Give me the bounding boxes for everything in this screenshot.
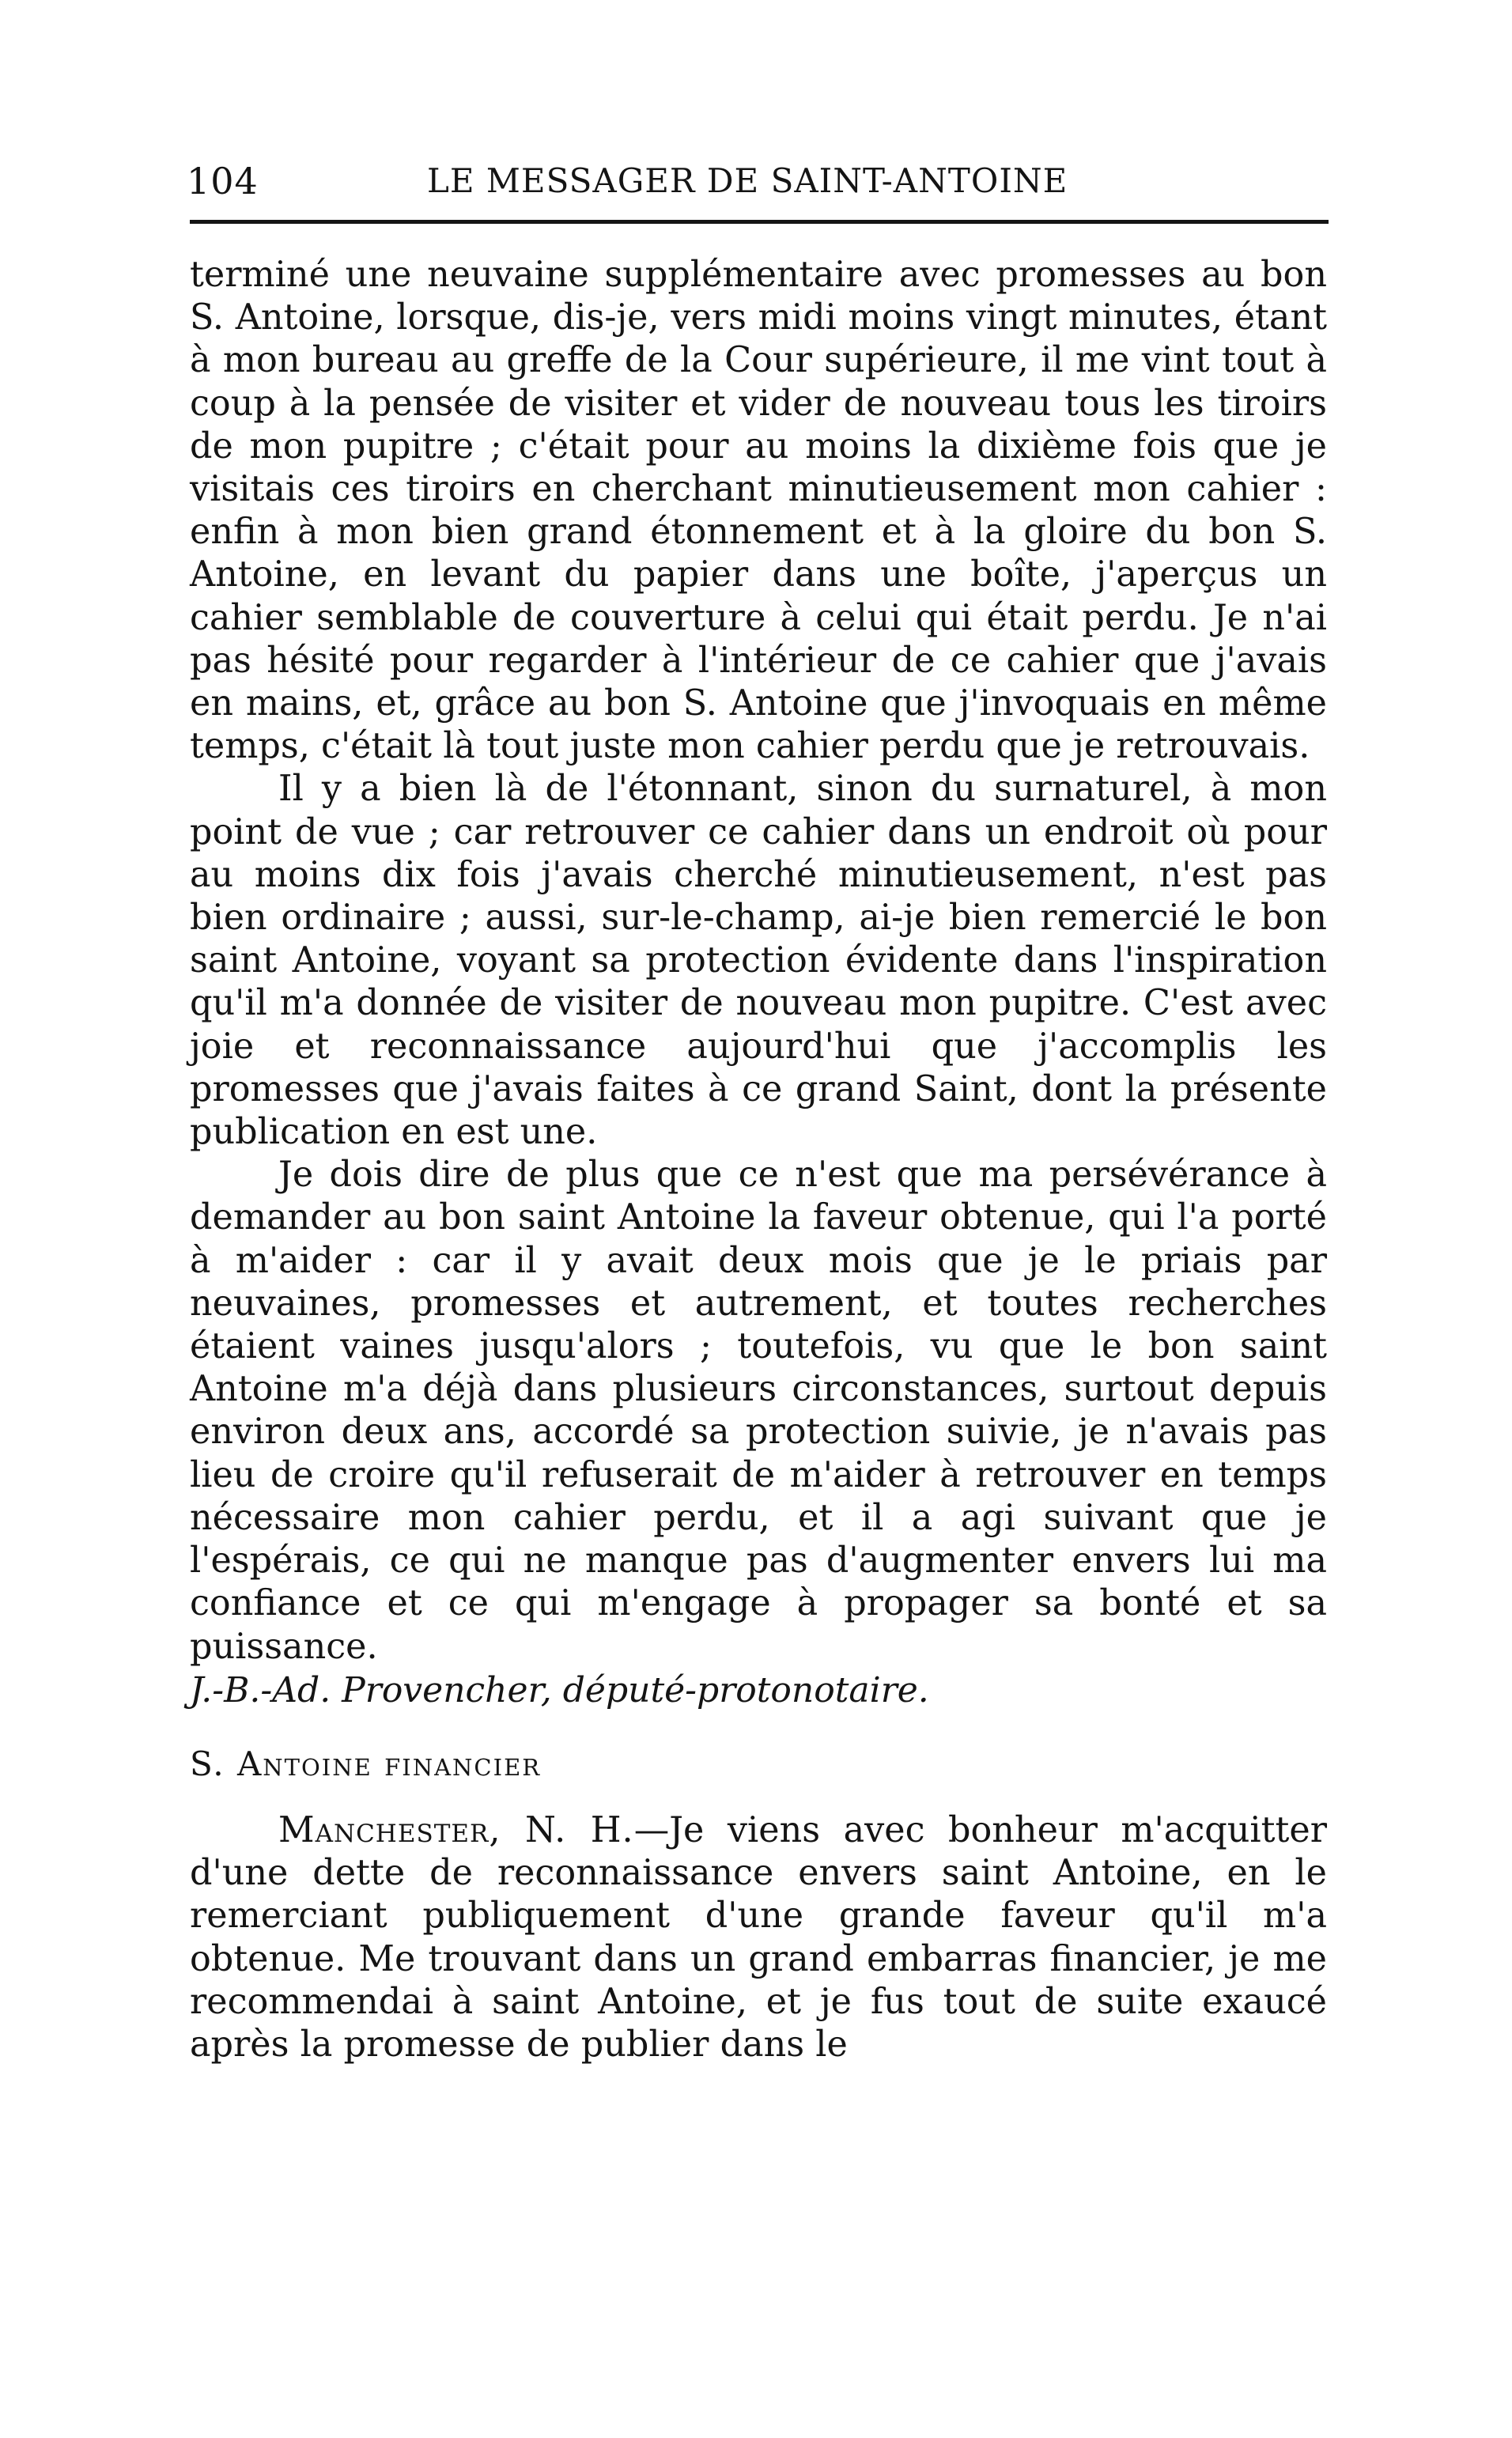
place-name: Manchester, N. H. (278, 1809, 634, 1850)
page-header (187, 150, 1327, 206)
paragraph: Il y a bien là de l'étonnant, sinon du surnaturel, à mon point de vue ; car retrouver ce cahier dans un endroit où pour au moins dix fois j'avais cherché minutieusement, n'est pas bien ordinaire ; aussi, sur-le-champ, ai-je bien remercié le bon saint Antoine, voyant sa protection évidente dans l'inspiration qu'il m'a donnée de visiter de nouveau mon pupitre. C'est avec joie et reconnaissance aujourd'hui que j'accomplis les promesses que j'avais faites à ce grand Saint, dont la présente publication en est une. (190, 769, 1327, 1153)
body-text (190, 254, 1327, 2066)
header-rule (190, 220, 1329, 224)
section-heading: S. Antoine financier (190, 1744, 542, 1783)
page-number: 104 (187, 160, 259, 202)
paragraph-text: —Je viens avec bonheur m'acquitter d'une dette de reconnaissance envers saint Antoine, en le remerciant publiquement d'une grande faveur qu'il m'a obtenue. Me trouvant dans un grand embarras financier, je me recommendai à saint Antoine, et je fus tout de suite exaucé après la promesse de publier dans le (190, 1809, 1327, 2065)
paragraph (190, 1809, 1327, 2066)
book-page (187, 150, 1327, 2066)
running-title: LE MESSAGER DE SAINT-ANTOINE (427, 161, 1068, 200)
paragraph: Je dois dire de plus que ce n'est que ma persévérance à demander au bon saint Antoine la faveur obtenue, qui l'a porté à m'aider : car il y avait deux mois que je le priais par neuvaines, promesses et autrement, et toutes recherches étaient vaines jusqu'alors ; toutefois, vu que le bon saint Antoine m'a déjà dans plusieurs circonstances, surtout depuis environ deux ans, accordé sa protection suivie, je n'avais pas lieu de croire qu'il refuserait de m'aider à retrouver en temps nécessaire mon cahier perdu, et il a agi suivant que je l'espérais, ce qui ne manque pas d'augmenter envers lui ma confiance et ce qui m'engage à propager sa bonté et sa puissance. (190, 1155, 1327, 1667)
signature: J.-B.-Ad. Provencher, député-protonotaire. (190, 1669, 929, 1710)
paragraph-continued: terminé une neuvaine supplémentaire avec promesses au bon S. Antoine, lorsque, dis-je, vers midi moins vingt minutes, étant à mon bureau au greffe de la Cour supérieure, il me vint tout à coup à la pensée de visiter et vider de nouveau tous les tiroirs de mon pupitre ; c'était pour au moins la dixième fois que je visitais ces tiroirs en cherchant minutieusement mon cahier : enfin à mon bien grand étonnement et à la gloire du bon S. Antoine, en levant du papier dans une boîte, j'aperçus un cahier semblable de couverture à celui qui était perdu. Je n'ai pas hésité pour regarder à l'intérieur de ce cahier que j'avais en mains, et, grâce au bon S. Antoine que j'invoquais en même temps, c'était là tout juste mon cahier perdu que je retrouvais. (190, 255, 1327, 767)
